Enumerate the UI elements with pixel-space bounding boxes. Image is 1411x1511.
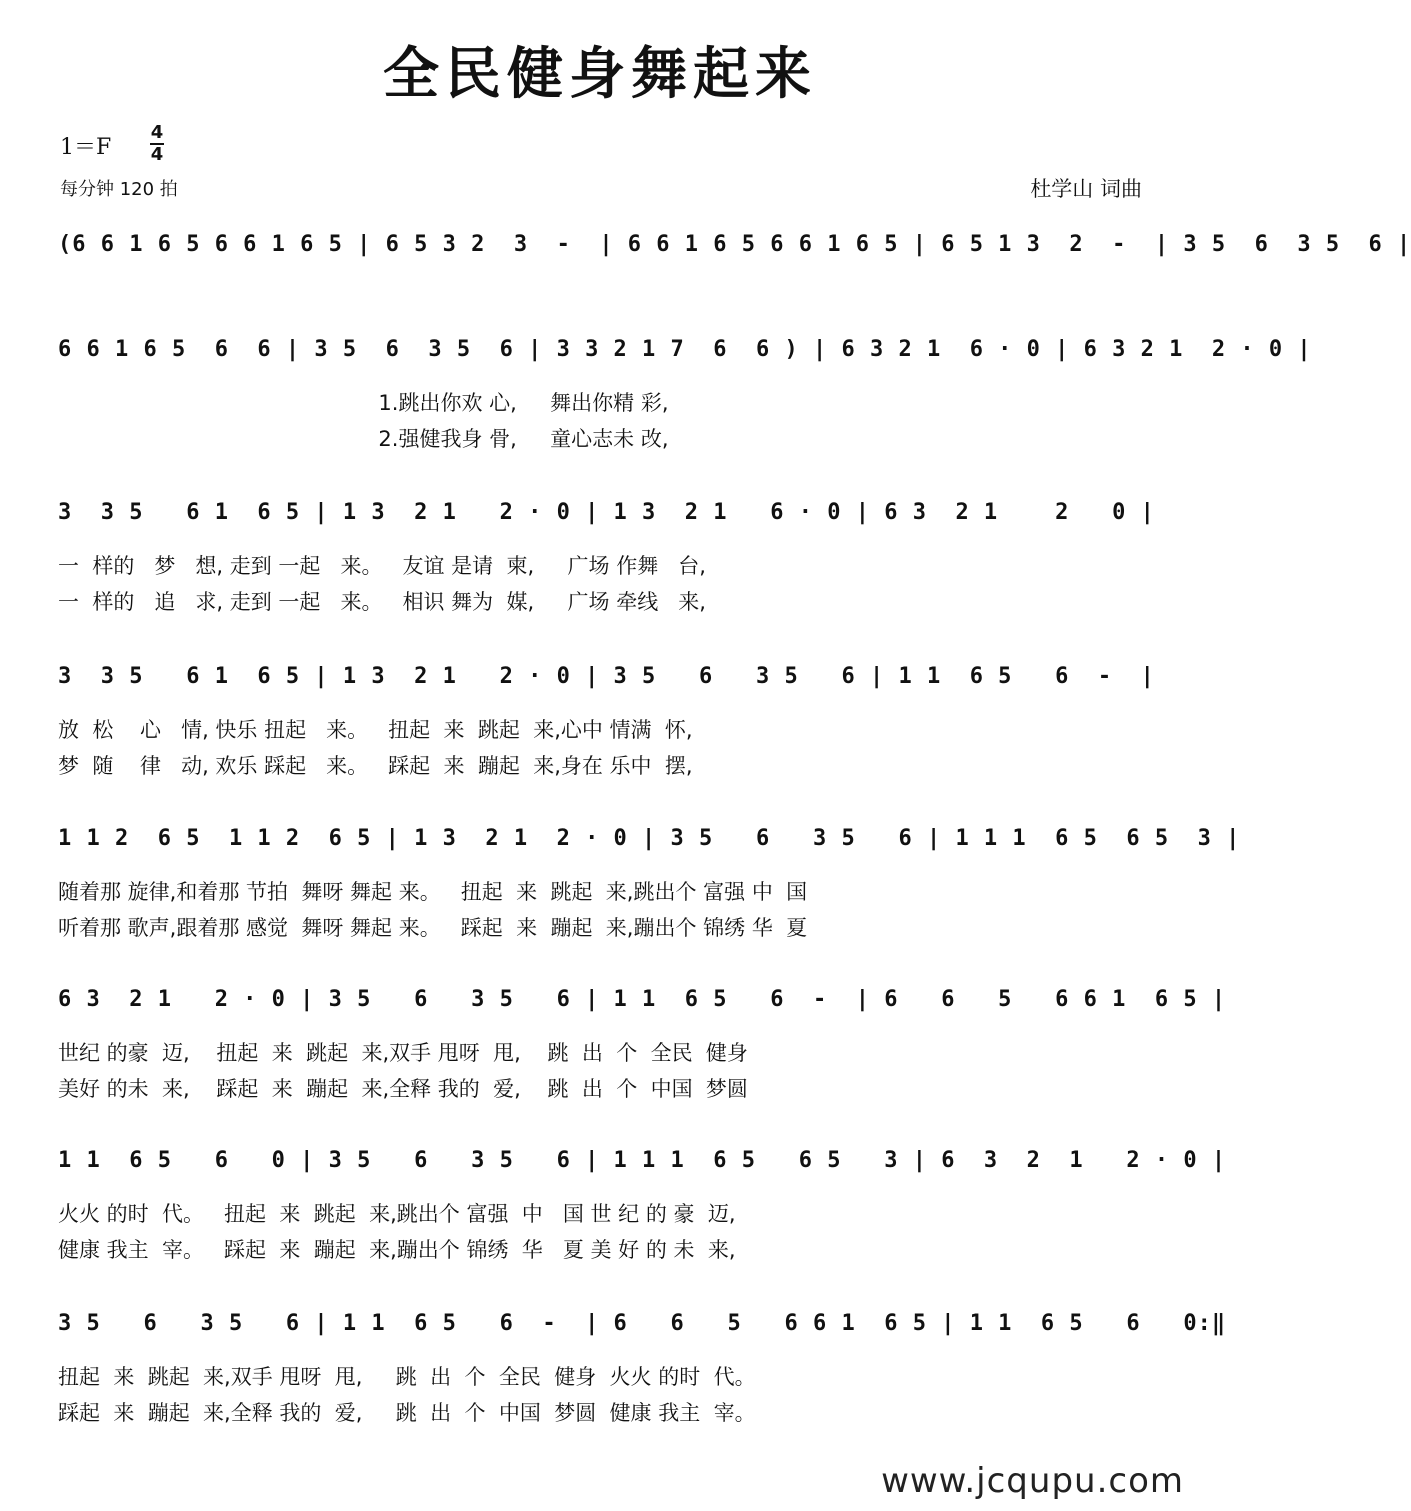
lyric-verse-1: 放 松 心 情, 快乐 扭起 来。 扭起 来 跳起 来,心中 情满 怀, — [58, 718, 693, 742]
lyric-verse-1: 世纪 的豪 迈, 扭起 来 跳起 来,双手 甩呀 甩, 跳 出 个 全民 健身 — [58, 1041, 748, 1065]
watermark: www.jcqupu.com — [881, 1461, 1184, 1501]
notation-row: 6 3 2 1 2 · 0 | 3 5 6 3 5 6 | 1 1 6 5 6 - | 6 6 5 6 6 1 6 5 | — [58, 987, 1227, 1012]
lyric-verse-1: 一 样的 梦 想, 走到 一起 来。 友谊 是请 柬, 广场 作舞 台, — [58, 554, 706, 578]
notation-row: 3 5 6 3 5 6 | 1 1 6 5 6 - | 6 6 5 6 6 1 6 5 | 1 1 6 5 6 0:‖ — [58, 1311, 1227, 1336]
lyric-verse-2: 健康 我主 宰。 踩起 来 蹦起 来,蹦出个 锦绣 华 夏 美 好 的 未 来, — [58, 1238, 736, 1262]
notation-row: 1 1 6 5 6 0 | 3 5 6 3 5 6 | 1 1 1 6 5 6 5 3 | 6 3 2 1 2 · 0 | — [58, 1148, 1227, 1173]
tempo-marking: 每分钟 120 拍 — [60, 179, 178, 200]
lyric-verse-1: 扭起 来 跳起 来,双手 甩呀 甩, 跳 出 个 全民 健身 火火 的时 代。 — [58, 1365, 756, 1389]
lyric-verse-1: 火火 的时 代。 扭起 来 跳起 来,跳出个 富强 中 国 世 纪 的 豪 迈, — [58, 1202, 736, 1226]
notation-row: 6 6 1 6 5 6 6 | 3 5 6 3 5 6 | 3 3 2 1 7 6 6 ) | 6 3 2 1 6 · 0 | 6 3 2 1 2 · 0 | — [58, 337, 1312, 362]
song-title: 全民健身舞起来 — [383, 41, 817, 107]
lyric-verse-1: 1.跳出你欢 心, 舞出你精 彩, — [58, 391, 669, 415]
notation-row: 3 3 5 6 1 6 5 | 1 3 2 1 2 · 0 | 3 5 6 3 5 6 | 1 1 6 5 6 - | — [58, 664, 1155, 689]
lyric-verse-2: 美好 的未 来, 踩起 来 蹦起 来,全释 我的 爱, 跳 出 个 中国 梦圆 — [58, 1077, 748, 1101]
notation-row: 1 1 2 6 5 1 1 2 6 5 | 1 3 2 1 2 · 0 | 3 5 6 3 5 6 | 1 1 1 6 5 6 5 3 | — [58, 826, 1241, 851]
composer-credit: 杜学山 词曲 — [1030, 177, 1142, 201]
time-signature-bottom: 4 — [150, 144, 164, 165]
lyric-verse-2: 踩起 来 蹦起 来,全释 我的 爱, 跳 出 个 中国 梦圆 健康 我主 宰。 — [58, 1401, 756, 1425]
lyric-verse-2: 梦 随 律 动, 欢乐 踩起 来。 踩起 来 蹦起 来,身在 乐中 摆, — [58, 754, 693, 778]
lyric-verse-1: 随着那 旋律,和着那 节拍 舞呀 舞起 来。 扭起 来 跳起 来,跳出个 富强 中 国 — [58, 880, 808, 904]
lyric-verse-2: 听着那 歌声,跟着那 感觉 舞呀 舞起 来。 踩起 来 蹦起 来,蹦出个 锦绣 华 夏 — [58, 916, 808, 940]
lyric-verse-2: 2.强健我身 骨, 童心志未 改, — [58, 427, 669, 451]
time-signature-top: 4 — [150, 122, 164, 143]
lyric-verse-2: 一 样的 追 求, 走到 一起 来。 相识 舞为 媒, 广场 牵线 来, — [58, 590, 706, 614]
time-signature — [150, 124, 164, 164]
notation-row: 3 3 5 6 1 6 5 | 1 3 2 1 2 · 0 | 1 3 2 1 6 · 0 | 6 3 2 1 2 0 | — [58, 500, 1155, 525]
key-signature: 1＝F — [60, 135, 112, 160]
notation-row: (6 6 1 6 5 6 6 1 6 5 | 6 5 3 2 3 - | 6 6 1 6 5 6 6 1 6 5 | 6 5 1 3 2 - | 3 5 6 3 5 6 | — [58, 232, 1411, 257]
